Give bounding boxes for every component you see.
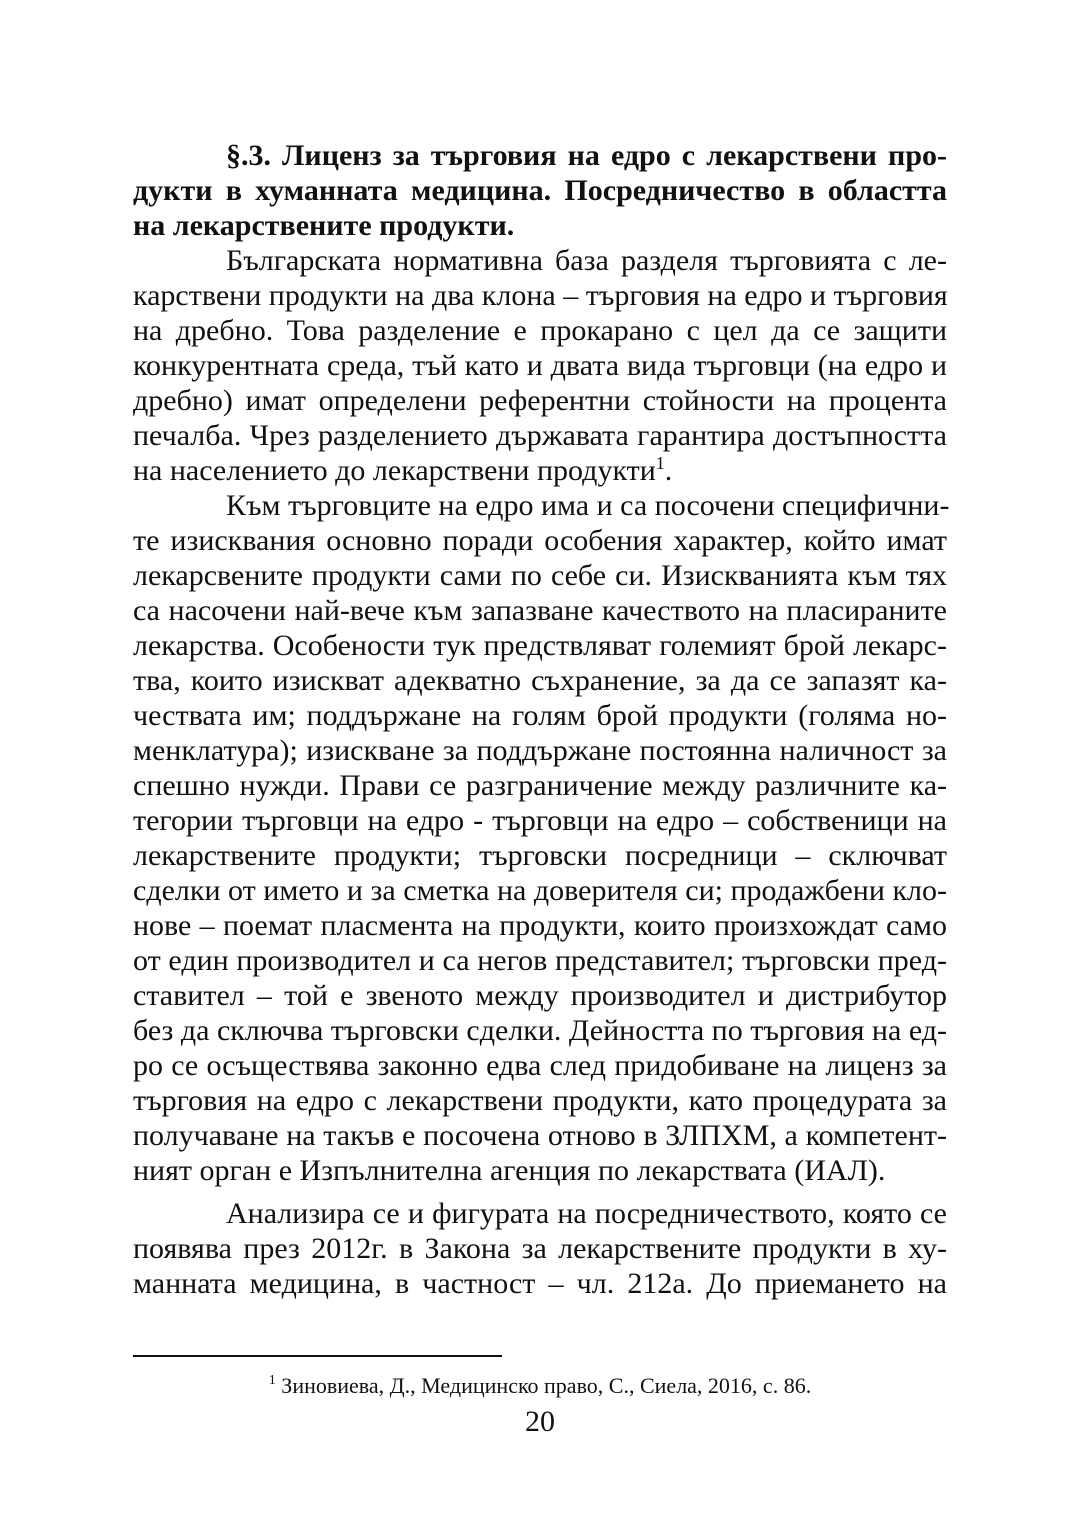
text-line: манната медицина, в частност – чл. 212а. До приемането на	[133, 1267, 947, 1300]
text-line: нове – поемат пласмента на продукти, които произхождат само	[133, 909, 947, 942]
footnote	[0, 1372, 1080, 1400]
heading-line: на лекарствените продукти.	[133, 209, 515, 242]
text-line: ният орган е Изпълнителна агенция по лекарствата (ИАЛ).	[133, 1154, 886, 1187]
text-line: тва, които изискват адекватно съхранение, за да се запазят ка-	[133, 664, 947, 697]
footnote-reference[interactable]: 1	[655, 453, 665, 473]
text-line: те изисквания основно поради особения характер, който имат	[133, 524, 947, 557]
text-line: на населението до лекарствени продукти	[133, 454, 656, 487]
text-line: Анализира се и фигурата на посредничеството, която се	[226, 1197, 947, 1230]
text-line: спешно нужди. Прави се разграничение между различните ка-	[133, 769, 947, 802]
text-line: чествата им; поддържане на голям брой продукти (голяма но-	[133, 699, 947, 732]
text-line-last	[133, 453, 947, 488]
text-line: от един производител и са негов представител; търговски пред-	[133, 944, 947, 977]
text-line: Към търговците на едро има и са посочени специфични-	[226, 489, 950, 522]
footnote-text: Зиновиева, Д., Медицинско право, С., Сиела, 2016, с. 86.	[275, 1373, 812, 1398]
text-line: Българската нормативна база разделя търговията с ле-	[226, 244, 947, 277]
text-line: появява през 2012г. в Закона за лекарствените продукти в ху-	[133, 1232, 947, 1265]
text-line: ро се осъществява законно едва след придобиване на лиценз за	[133, 1049, 947, 1082]
page-number: 20	[525, 1405, 555, 1438]
text-line: печалба. Чрез разделението държавата гарантира достъпността	[133, 419, 947, 452]
text-line: тегории търговци на едро - търговци на едро – собственици на	[133, 804, 947, 837]
text-line: лекарсвените продукти сами по себе си. Изискванията към тях	[133, 559, 947, 592]
text-line: ставител – той е звеното между производител и дистрибутор	[133, 979, 947, 1012]
text-line: менклатура); изискване за поддържане постоянна наличност за	[133, 734, 947, 767]
footnote-separator	[133, 1355, 502, 1357]
text-line: карствени продукти на два клона – търговия на едро и търговия	[133, 279, 948, 312]
text-line: конкурентната среда, тъй като и двата вида търговци (на едро и	[133, 349, 947, 382]
text-line: без да сключва търговски сделки. Дейността по търговия на ед-	[133, 1014, 947, 1047]
text-line: дребно) имат определени референтни стойности на процента	[133, 384, 947, 417]
text-line: получаване на такъв е посочена отново в ЗЛПХМ, а компетент-	[133, 1119, 947, 1152]
text-line: сделки от името и за сметка на доверителя си; продажбени кло-	[133, 874, 947, 907]
text-line: лекарства. Особености тук предствляват големият брой лекарс-	[133, 629, 947, 662]
text-line: лекарствените продукти; търговски посредници – сключват	[133, 839, 947, 872]
footnote-marker: 1	[268, 1373, 276, 1388]
sentence-end: .	[664, 454, 673, 487]
text-line: търговия на едро с лекарствени продукти, като процедурата за	[133, 1084, 947, 1117]
heading-line: §.3. Лиценз за търговия на едро с лекарствени про-	[226, 139, 947, 172]
text-line: са насочени най-вече към запазване качеството на пласираните	[133, 594, 947, 627]
text-line: на дребно. Това разделение е прокарано с цел да се защити	[133, 314, 947, 347]
heading-line: дукти в хуманната медицина. Посредничество в областта	[133, 174, 947, 207]
